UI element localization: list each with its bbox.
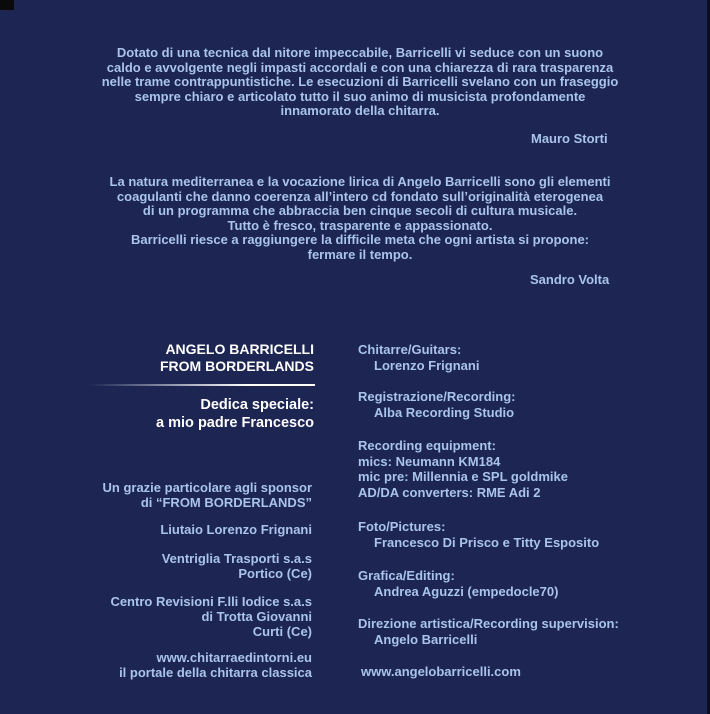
credit-label: Registrazione/Recording: — [358, 389, 516, 404]
credit-label: Chitarre/Guitars: — [358, 342, 462, 357]
quote-line: fermare il tempo. — [307, 246, 413, 262]
portal-url: www.chitarraedintorni.eu — [156, 650, 312, 665]
sponsor-line: Ventriglia Trasporti s.a.s — [161, 551, 312, 566]
credit-value: Andrea Aguzzi (empedocle70) — [374, 583, 559, 599]
credit-value: Francesco Di Prisco e Titty Esposito — [374, 534, 600, 550]
sponsor-transport — [40, 552, 312, 582]
credit-value: Lorenzo Frignani — [374, 357, 480, 373]
sponsor-line: di Trotta Giovanni — [201, 608, 312, 624]
sponsor-revisioni — [40, 595, 312, 639]
quote-line: La natura mediterranea e la vocazione lirica di Angelo Barricelli sono gli elementi — [109, 174, 611, 189]
quote-line: Barricelli riesce a raggiungere la difficile meta che ogni artista si propone: — [130, 232, 590, 248]
quote-storti — [40, 46, 680, 119]
credit-guitars — [358, 342, 698, 373]
dedication-line: a mio padre Francesco — [156, 415, 314, 431]
dedication — [40, 396, 314, 432]
artist-name: ANGELO BARRICELLI — [165, 341, 314, 357]
quote-line: caldo e avvolgente negli impasti accordali e con una chiarezza di rara trasparenza — [106, 59, 614, 75]
artist-website — [361, 664, 701, 680]
credit-graphics — [358, 568, 698, 599]
quote-line: innamorato della chitarra. — [280, 103, 440, 119]
thanks-line: di “FROM BORDERLANDS” — [140, 494, 312, 510]
credit-value: Angelo Barricelli — [374, 631, 478, 647]
quote-volta — [40, 175, 680, 263]
credit-equipment — [358, 438, 698, 500]
sponsor-line: Centro Revisioni F.lli Iodice s.a.s — [110, 594, 312, 609]
quote-line: nelle trame contrappuntistiche. Le esecuzioni di Barricelli svelano con un fraseggio — [101, 74, 619, 90]
sponsor-luthier — [40, 523, 312, 538]
dedication-line: Dedica speciale: — [200, 397, 314, 413]
quote-line: Dotato di una tecnica dal nitore impeccabile, Barricelli vi seduce con un suono — [116, 45, 604, 60]
credit-value: mic pre: Millennia e SPL goldmike — [358, 469, 568, 484]
sponsor-line: Portico (Ce) — [238, 565, 312, 581]
website-url: www.angelobarricelli.com — [361, 664, 521, 679]
guitar-portal — [40, 651, 312, 681]
credit-label: Grafica/Editing: — [358, 568, 455, 583]
sponsor-line: Liutaio Lorenzo Frignani — [160, 522, 312, 537]
quote-author: Mauro Storti — [531, 131, 608, 146]
thanks-intro — [40, 481, 312, 511]
album-title: FROM BORDERLANDS — [160, 358, 314, 374]
thanks-line: Un grazie particolare agli sponsor — [102, 480, 312, 495]
quote-line: Tutto è fresco, trasparente e appassionato. — [227, 217, 493, 233]
title-divider — [90, 384, 315, 386]
portal-caption: il portale della chitarra classica — [119, 664, 312, 680]
quote-author: Sandro Volta — [530, 272, 610, 287]
quote-line: coagulanti che danno coerenza all’intero cd fondato sull’originalità eterogenea — [116, 188, 604, 204]
credit-value: Alba Recording Studio — [374, 404, 515, 420]
credit-photos — [358, 519, 698, 550]
quote-line: sempre chiaro e articolato tutto il suo animo di musicista profondamente — [134, 88, 586, 104]
credit-recording — [358, 389, 698, 420]
credit-label: Direzione artistica/Recording supervision: — [358, 616, 619, 631]
credit-value: mics: Neumann KM184 — [358, 453, 501, 469]
sponsor-line: Curti (Ce) — [252, 623, 312, 639]
credit-value: AD/DA converters: RME Adi 2 — [358, 484, 541, 500]
crop-mark — [0, 0, 14, 10]
album-title-block — [40, 341, 314, 375]
credit-label: Foto/Pictures: — [358, 519, 446, 534]
quote-line: di un programma che abbraccia ben cinque secoli di cultura musicale. — [142, 203, 578, 219]
credit-direction — [358, 616, 698, 647]
credit-label: Recording equipment: — [358, 438, 496, 453]
